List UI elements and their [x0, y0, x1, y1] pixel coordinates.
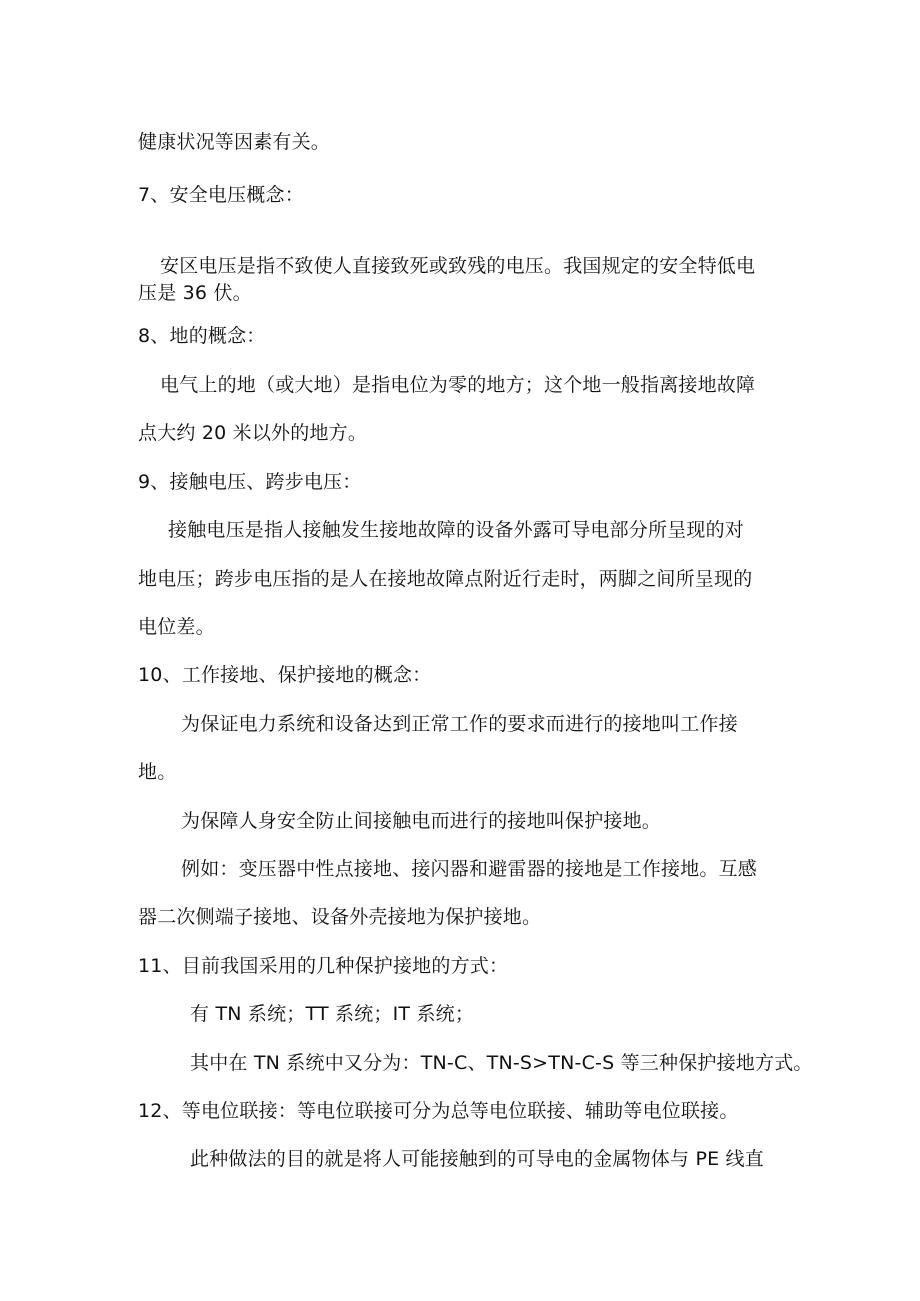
section-heading-8: 8、地的概念：	[138, 325, 266, 347]
section-heading-12: 12、等电位联接：等电位联接可分为总等电位联接、辅助等电位联接。	[138, 1100, 739, 1122]
paragraph-line: 地。	[138, 761, 177, 783]
paragraph-line: 安区电压是指不致使人直接致死或致残的电压。我国规定的安全特低电	[160, 255, 756, 277]
paragraph-line: 压是 36 伏。	[138, 282, 252, 304]
section-heading-9: 9、接触电压、跨步电压：	[138, 471, 362, 493]
paragraph-line: 为保障人身安全防止间接触电而进行的接地叫保护接地。	[181, 810, 662, 832]
section-heading-7: 7、安全电压概念：	[138, 184, 304, 206]
paragraph-line: 为保证电力系统和设备达到正常工作的要求而进行的接地叫工作接	[181, 713, 738, 735]
section-heading-10: 10、工作接地、保护接地的概念：	[138, 664, 432, 686]
paragraph-line: 地电压；跨步电压指的是人在接地故障点附近行走时，两脚之间所呈现的	[138, 568, 753, 590]
paragraph-line: 点大约 20 米以外的地方。	[138, 422, 368, 444]
paragraph-line: 接触电压是指人接触发生接地故障的设备外露可导电部分所呈现的对	[168, 519, 745, 541]
paragraph-line: 此种做法的目的就是将人可能接触到的可导电的金属物体与 PE 线直	[190, 1148, 764, 1170]
paragraph-line: 健康状况等因素有关。	[138, 131, 331, 153]
paragraph-line: 其中在 TN 系统中又分为：TN-C、TN-S>TN-C-S 等三种保护接地方式。	[190, 1052, 813, 1074]
paragraph-line: 器二次侧端子接地、设备外壳接地为保护接地。	[138, 906, 542, 928]
paragraph-line: 有 TN 系统；TT 系统；IT 系统；	[190, 1003, 475, 1025]
paragraph-line: 例如：变压器中性点接地、接闪器和避雷器的接地是工作接地。互感	[181, 858, 758, 880]
paragraph-line: 电气上的地（或大地）是指电位为零的地方；这个地一般指离接地故障	[160, 374, 756, 396]
section-heading-11: 11、目前我国采用的几种保护接地的方式：	[138, 955, 509, 977]
paragraph-line: 电位差。	[138, 616, 215, 638]
